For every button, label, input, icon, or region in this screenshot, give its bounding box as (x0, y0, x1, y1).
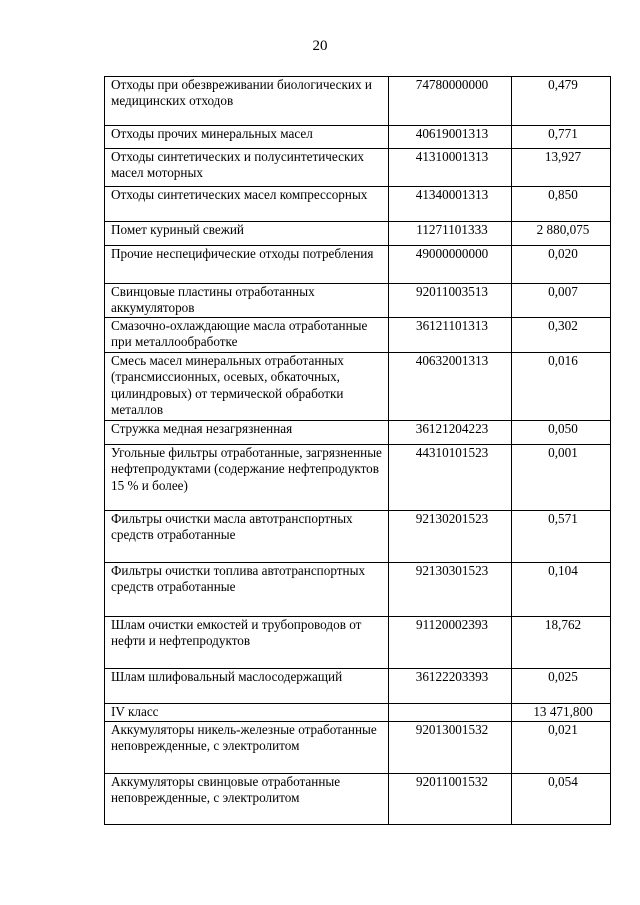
waste-name-cell: Стружка медная незагрязненная (105, 420, 389, 444)
waste-name-cell: Отходы синтетических масел компрессорных (105, 187, 389, 222)
waste-code-cell: 92130301523 (389, 562, 512, 616)
waste-code-cell: 40619001313 (389, 126, 512, 149)
table-row (105, 222, 611, 246)
table-row (105, 317, 611, 352)
waste-code-cell: 49000000000 (389, 246, 512, 284)
waste-code-cell: 92011001532 (389, 773, 512, 824)
table-row (105, 444, 611, 510)
waste-name-cell: Смазочно-охлаждающие масла отработанные при металлообработке (105, 317, 389, 352)
waste-code-cell: 44310101523 (389, 444, 512, 510)
waste-code-cell: 92013001532 (389, 721, 512, 773)
waste-value-cell: 0,001 (512, 444, 611, 510)
waste-name-cell: IV класс (105, 703, 389, 721)
waste-name-cell: Смесь масел минеральных отработанных (трансмиссионных, осевых, обкаточных, цилиндровых) от термической обработки металлов (105, 352, 389, 420)
waste-code-cell: 40632001313 (389, 352, 512, 420)
table-row (105, 187, 611, 222)
waste-name-cell: Аккумуляторы свинцовые отработанные неповрежденные, с электролитом (105, 773, 389, 824)
table-row (105, 352, 611, 420)
waste-name-cell: Фильтры очистки топлива автотранспортных средств отработанные (105, 562, 389, 616)
waste-code-cell: 41310001313 (389, 149, 512, 187)
waste-value-cell: 0,020 (512, 246, 611, 284)
table-row (105, 668, 611, 703)
page-number: 20 (312, 38, 328, 54)
waste-name-cell: Шлам очистки емкостей и трубопроводов от нефти и нефтепродуктов (105, 616, 389, 668)
waste-name-cell: Отходы при обезвреживании биологических и медицинских отходов (105, 77, 389, 126)
waste-value-cell: 0,050 (512, 420, 611, 444)
waste-value-cell: 0,016 (512, 352, 611, 420)
table-row (105, 773, 611, 824)
waste-code-cell: 74780000000 (389, 77, 512, 126)
waste-code-cell: 91120002393 (389, 616, 512, 668)
waste-code-cell: 36121204223 (389, 420, 512, 444)
waste-code-cell: 36122203393 (389, 668, 512, 703)
waste-name-cell: Аккумуляторы никель-железные отработанные неповрежденные, с электролитом (105, 721, 389, 773)
table-row (105, 616, 611, 668)
waste-name-cell: Отходы прочих минеральных масел (105, 126, 389, 149)
table-row (105, 284, 611, 318)
waste-table-body (105, 77, 611, 825)
waste-table (104, 76, 611, 825)
table-row (105, 420, 611, 444)
table-row (105, 562, 611, 616)
waste-name-cell: Свинцовые пластины отработанных аккумуляторов (105, 284, 389, 318)
table-row (105, 510, 611, 562)
waste-value-cell: 0,054 (512, 773, 611, 824)
waste-value-cell: 0,025 (512, 668, 611, 703)
waste-code-cell: 41340001313 (389, 187, 512, 222)
waste-value-cell: 0,302 (512, 317, 611, 352)
waste-code-cell: 36121101313 (389, 317, 512, 352)
waste-name-cell: Помет куриный свежий (105, 222, 389, 246)
waste-name-cell: Фильтры очистки масла автотранспортных средств отработанные (105, 510, 389, 562)
waste-name-cell: Угольные фильтры отработанные, загрязненные нефтепродуктами (содержание нефтепродуктов 15 % и более) (105, 444, 389, 510)
waste-value-cell: 0,479 (512, 77, 611, 126)
waste-value-cell: 0,771 (512, 126, 611, 149)
waste-value-cell: 0,104 (512, 562, 611, 616)
waste-value-cell: 2 880,075 (512, 222, 611, 246)
waste-value-cell: 13 471,800 (512, 703, 611, 721)
waste-value-cell: 0,007 (512, 284, 611, 318)
waste-value-cell: 0,021 (512, 721, 611, 773)
table-row (105, 703, 611, 721)
table-row (105, 126, 611, 149)
waste-value-cell: 0,571 (512, 510, 611, 562)
table-row (105, 721, 611, 773)
table-row (105, 149, 611, 187)
waste-code-cell: 92011003513 (389, 284, 512, 318)
waste-code-cell (389, 703, 512, 721)
waste-code-cell: 92130201523 (389, 510, 512, 562)
waste-value-cell: 0,850 (512, 187, 611, 222)
waste-name-cell: Отходы синтетических и полусинтетических масел моторных (105, 149, 389, 187)
waste-code-cell: 11271101333 (389, 222, 512, 246)
waste-value-cell: 18,762 (512, 616, 611, 668)
waste-value-cell: 13,927 (512, 149, 611, 187)
table-row (105, 246, 611, 284)
waste-name-cell: Шлам шлифовальный маслосодержащий (105, 668, 389, 703)
table-row (105, 77, 611, 126)
waste-name-cell: Прочие неспецифические отходы потребления (105, 246, 389, 284)
